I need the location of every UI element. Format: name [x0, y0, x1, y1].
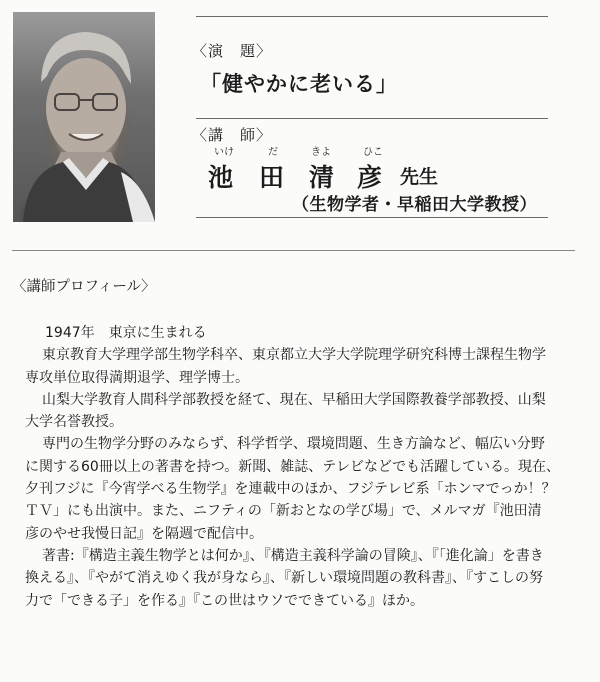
title-label: 〈演 題〉 — [192, 42, 273, 60]
profile-line-7: に関する60冊以上の著書を持つ。新聞、雑誌、テレビなどでも活躍している。現在、 — [25, 458, 560, 475]
profile-line-10: 彦のやせ我慢日記』を隔週で配信中。 — [25, 525, 263, 542]
profile-line-12: 換える』、『やがて消えゆく我が身なら』、『新しい環境問題の教科書』、『すこしの努 — [25, 570, 543, 587]
profile-line-5: 大学名誉教授。 — [25, 414, 123, 431]
lecture-title: 「健やかに老いる」 — [200, 72, 398, 96]
profile-line-11: 著書:『構造主義生物学とは何か』、『構造主義科学論の冒険』、『「進化論」を書き — [42, 547, 544, 564]
profile-heading: 〈講師プロフィール〉 — [12, 279, 156, 295]
reading-ike: いけ — [214, 147, 234, 158]
lower-rule — [196, 217, 548, 218]
profile-body — [25, 322, 585, 612]
speaker-label: 〈講 師〉 — [192, 126, 273, 144]
reading-kiyo: きよ — [311, 147, 331, 158]
top-rule — [196, 16, 548, 17]
name-char-kiyo: 清 — [309, 163, 335, 192]
speaker-portrait-drawing — [13, 12, 155, 222]
reading-hiko: ひこ — [363, 147, 383, 158]
profile-line-9: ＴＶ」にも出演中。また、ニフティの「新おとなの学び場」で、メルマガ『池田清 — [25, 503, 542, 520]
profile-line-2: 東京教育大学理学部生物学科卒、東京都立大学大学院理学研究科博士課程生物学 — [42, 347, 546, 364]
profile-line-1: 1947年 東京に生まれる — [45, 325, 207, 341]
profile-line-6: 専門の生物学分野のみならず、科学哲学、環境問題、生き方論など、幅広い分野 — [42, 436, 545, 453]
speaker-honorific: 先生 — [400, 166, 439, 188]
name-char-da: 田 — [259, 163, 285, 192]
reading-da: だ — [268, 147, 278, 158]
profile-line-13: 力で「できる子」を作る』『この世はウソでできている』ほか。 — [25, 592, 424, 609]
speaker-photo — [13, 12, 155, 222]
name-char-ike: 池 — [208, 163, 234, 192]
profile-line-8: 夕刊フジに『今宵学べる生物学』を連載中のほか、フジテレビ系「ホンマでっか！？ — [25, 481, 556, 498]
section-rule — [12, 250, 575, 251]
profile-line-3: 専攻単位取得満期退学、理学博士。 — [25, 369, 249, 386]
speaker-affiliation: （生物学者・早稲田大学教授） — [292, 195, 537, 215]
name-char-hiko: 彦 — [357, 163, 383, 192]
mid-rule — [196, 118, 548, 119]
profile-line-4: 山梨大学教育人間科学部教授を経て、現在、早稲田大学国際教養学部教授、山梨 — [42, 391, 546, 408]
